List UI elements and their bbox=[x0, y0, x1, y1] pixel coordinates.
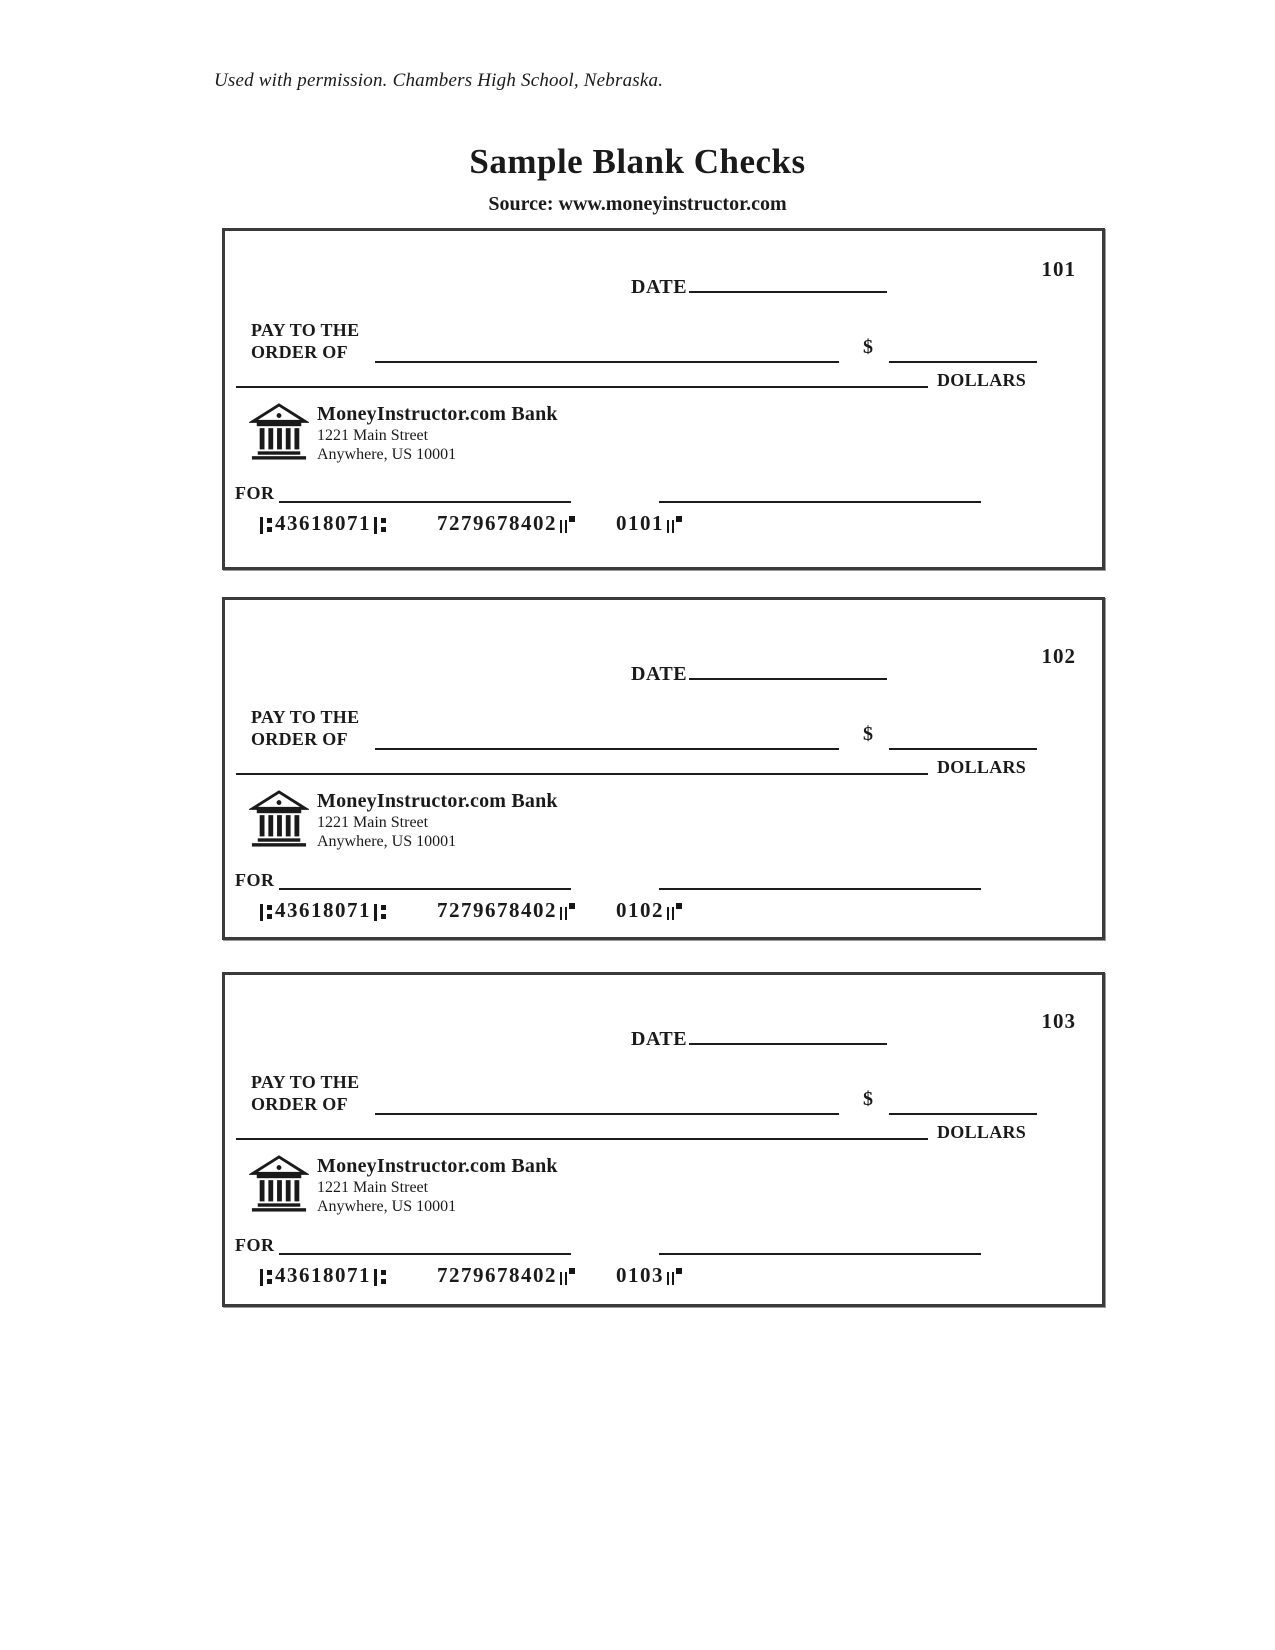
signature-line bbox=[659, 1237, 981, 1255]
micr-onus-icon bbox=[560, 900, 575, 922]
micr-check-number: 0103 bbox=[616, 1263, 664, 1287]
bank-name: MoneyInstructor.com Bank bbox=[317, 403, 558, 425]
written-amount-line bbox=[236, 1118, 928, 1140]
bank-city: Anywhere, US 10001 bbox=[317, 1198, 457, 1215]
source-line: Source: www.moneyinstructor.com bbox=[488, 193, 787, 215]
micr-check-number: 0102 bbox=[616, 898, 664, 922]
bank-name: MoneyInstructor.com Bank bbox=[317, 790, 558, 812]
check-102 bbox=[222, 597, 1105, 940]
signature-line bbox=[659, 872, 981, 890]
for-label: FOR bbox=[235, 870, 275, 890]
micr-onus-icon bbox=[667, 1265, 682, 1287]
for-row bbox=[235, 483, 1092, 505]
check-number: 102 bbox=[1041, 644, 1076, 668]
micr-onus-icon bbox=[667, 900, 682, 922]
payee-labels bbox=[251, 1071, 359, 1115]
date-line bbox=[689, 1027, 887, 1045]
pay-to-the-label: PAY TO THE bbox=[251, 320, 360, 340]
bank-block bbox=[249, 403, 558, 464]
date-row bbox=[631, 662, 887, 686]
micr-transit-icon bbox=[374, 900, 386, 922]
micr-account-number: 7279678402 bbox=[437, 1263, 557, 1287]
check-body bbox=[225, 983, 1102, 1312]
bank-building-icon bbox=[249, 790, 309, 848]
bank-block bbox=[249, 1155, 558, 1216]
payee-labels bbox=[251, 319, 359, 363]
micr-transit-icon bbox=[260, 513, 272, 535]
check-number: 101 bbox=[1041, 257, 1076, 281]
micr-line bbox=[257, 898, 685, 923]
check-body bbox=[225, 618, 1102, 955]
check-101 bbox=[222, 228, 1105, 570]
dollars-label: DOLLARS bbox=[937, 757, 1027, 777]
micr-account-number: 7279678402 bbox=[437, 511, 557, 535]
micr-line bbox=[257, 511, 685, 536]
dollar-sign: $ bbox=[863, 336, 873, 358]
date-row bbox=[631, 1027, 887, 1051]
micr-routing-number: 43618071 bbox=[275, 898, 371, 922]
bank-building-icon bbox=[249, 403, 309, 461]
dollar-sign: $ bbox=[863, 723, 873, 745]
amount-line bbox=[889, 730, 1037, 750]
bank-street: 1221 Main Street bbox=[317, 814, 429, 831]
bank-street: 1221 Main Street bbox=[317, 1179, 429, 1196]
bank-block bbox=[249, 790, 558, 851]
micr-transit-icon bbox=[260, 900, 272, 922]
memo-line bbox=[279, 872, 571, 890]
written-amount-line bbox=[236, 366, 928, 388]
bank-text bbox=[317, 1155, 558, 1216]
micr-transit-icon bbox=[374, 513, 386, 535]
micr-check-number: 0101 bbox=[616, 511, 664, 535]
signature-line bbox=[659, 485, 981, 503]
bank-city: Anywhere, US 10001 bbox=[317, 446, 457, 463]
written-amount-line bbox=[236, 753, 928, 775]
dollars-label: DOLLARS bbox=[937, 1122, 1027, 1142]
micr-routing-number: 43618071 bbox=[275, 511, 371, 535]
order-of-label: ORDER OF bbox=[251, 1094, 348, 1114]
order-of-label: ORDER OF bbox=[251, 342, 348, 362]
micr-routing-number: 43618071 bbox=[275, 1263, 371, 1287]
amount-line bbox=[889, 1095, 1037, 1115]
bank-text bbox=[317, 790, 558, 851]
micr-onus-icon bbox=[560, 1265, 575, 1287]
payee-line bbox=[375, 730, 839, 750]
memo-line bbox=[279, 1237, 571, 1255]
order-of-label: ORDER OF bbox=[251, 729, 348, 749]
bank-name: MoneyInstructor.com Bank bbox=[317, 1155, 558, 1177]
date-line bbox=[689, 662, 887, 680]
memo-line bbox=[279, 485, 571, 503]
page-title: Sample Blank Checks bbox=[469, 142, 806, 181]
for-row bbox=[235, 1235, 1092, 1257]
for-row bbox=[235, 870, 1092, 892]
micr-onus-icon bbox=[560, 513, 575, 535]
pay-to-the-label: PAY TO THE bbox=[251, 707, 360, 727]
micr-onus-icon bbox=[667, 513, 682, 535]
date-label: DATE bbox=[631, 663, 688, 685]
for-label: FOR bbox=[235, 1235, 275, 1255]
date-label: DATE bbox=[631, 1028, 688, 1050]
payee-line bbox=[375, 1095, 839, 1115]
bank-street: 1221 Main Street bbox=[317, 427, 429, 444]
micr-line bbox=[257, 1263, 685, 1288]
check-body bbox=[225, 231, 1102, 567]
micr-transit-icon bbox=[374, 1265, 386, 1287]
pay-to-the-label: PAY TO THE bbox=[251, 1072, 360, 1092]
dollars-label: DOLLARS bbox=[937, 370, 1027, 390]
bank-city: Anywhere, US 10001 bbox=[317, 833, 457, 850]
micr-account-number: 7279678402 bbox=[437, 898, 557, 922]
date-line bbox=[689, 275, 887, 293]
payee-line bbox=[375, 343, 839, 363]
bank-text bbox=[317, 403, 558, 464]
date-label: DATE bbox=[631, 276, 688, 298]
bank-building-icon bbox=[249, 1155, 309, 1213]
check-103 bbox=[222, 972, 1105, 1307]
micr-transit-icon bbox=[260, 1265, 272, 1287]
for-label: FOR bbox=[235, 483, 275, 503]
dollar-sign: $ bbox=[863, 1088, 873, 1110]
amount-line bbox=[889, 343, 1037, 363]
permission-note: Used with permission. Chambers High School, Nebraska. bbox=[214, 70, 664, 91]
check-number: 103 bbox=[1041, 1009, 1076, 1033]
payee-labels bbox=[251, 706, 359, 750]
date-row bbox=[631, 275, 887, 299]
